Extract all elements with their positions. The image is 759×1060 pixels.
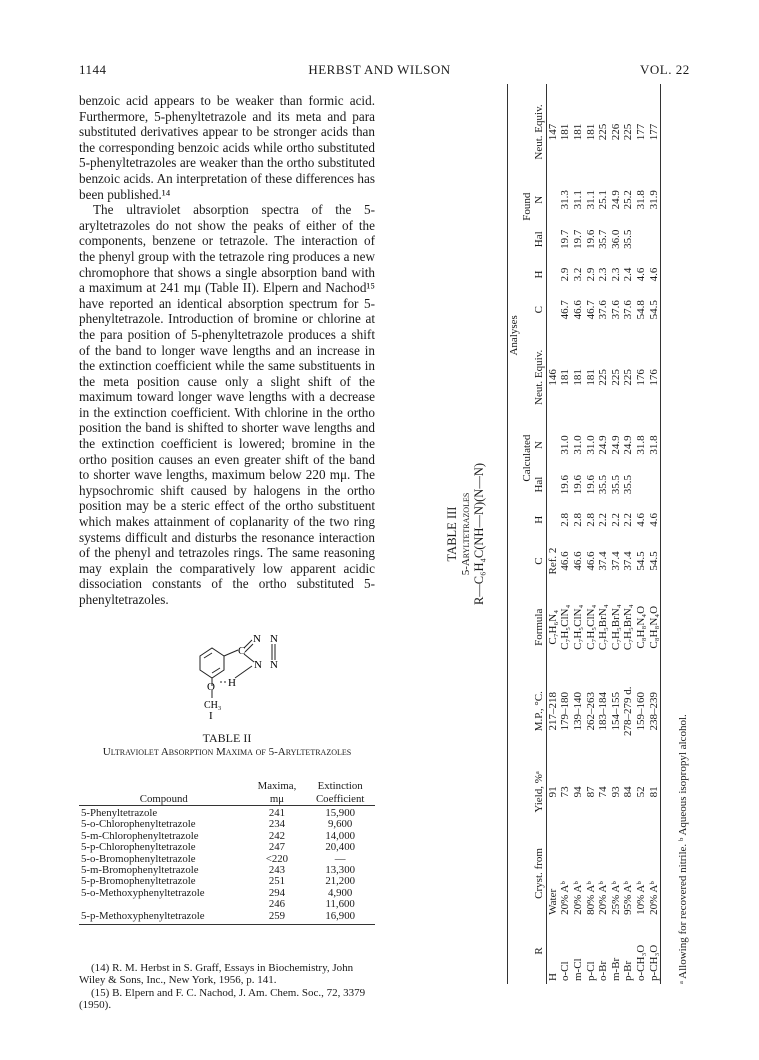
table-cell: 20% Aᵇ [559,881,572,915]
table-cell: p-Br [622,960,635,981]
reference-15: (15) B. Elpern and F. C. Nachod, J. Am. Chem. Soc., 72, 3379 (1950). [79,986,366,1011]
table-cell: 35.5 [597,474,610,495]
table-cell [648,465,661,505]
table-cell: 4.6 [648,504,661,535]
table-cell: 176 [648,329,661,425]
t3-found: Found [520,192,533,221]
table-cell: 73 [559,786,572,798]
table-cell: C₇H₅BrN₄ [622,604,635,651]
table-cell: 19.7 [571,229,584,249]
table-cell: 74 [597,786,610,798]
table3 [507,84,661,984]
table-row [559,84,572,984]
table-cell: 154–155 [609,691,622,731]
table-cell: 2.2 [622,512,635,527]
table-cell: 2.9 [584,267,597,282]
table-cell: C₇H₅ClN₄ [559,604,572,650]
table-cell [546,180,559,220]
table-cell: 31.1 [571,190,584,210]
table-cell: 225 [597,123,610,141]
table-cell: 31.8 [648,425,661,465]
extinction-cell: 9,600 [328,818,353,831]
table-cell: 2.3 [597,267,610,282]
table-cell: 2.8 [571,512,584,527]
table-cell [546,465,559,505]
atom-h: H [228,677,236,689]
table-cell: 37.6 [622,300,635,320]
table-cell: o-CH₃O [634,944,647,981]
table-cell: C₇H₅BrN₄ [597,604,610,651]
table-cell: 37.4 [597,551,610,571]
table-cell: 54.5 [634,551,647,571]
table-cell: 46.7 [559,300,572,320]
t2-head-compound: Compound [79,793,249,806]
table-cell: 31.8 [634,190,647,210]
compound-cell: 5-o-Bromophenyltetrazole [81,852,196,865]
table-cell: 225 [597,369,610,386]
t3-calculated: Calculated [520,434,533,482]
table-cell: C₇H₅BrN₄ [609,604,622,651]
table-cell: 4.6 [648,259,661,290]
table3-header-row [521,84,534,984]
table-cell: 24.9 [622,435,635,455]
table-cell: 46.6 [584,551,597,571]
table-cell: 278–279 d. [622,686,635,736]
table-cell: 146 [546,369,559,386]
running-title: HERBST AND WILSON [308,62,451,77]
table-cell: 35.7 [597,229,610,249]
table-cell [546,425,559,465]
maxima-cell: 259 [249,911,306,925]
table3-footnote: ᵃ Allowing for recovered nitrile. ᵇ Aqueous isopropyl alcohol. [677,714,689,984]
table-cell: 37.4 [609,551,622,571]
atom-c: C [238,645,246,657]
table-cell: 46.7 [584,300,597,320]
table-cell: 37.4 [622,551,635,571]
table-cell: 54.5 [648,290,661,330]
compound-cell: 5-p-Bromophenyltetrazole [81,875,196,888]
table-cell: 93 [609,786,622,798]
table-cell: 177 [648,84,661,180]
table-cell: 183–184 [597,691,610,731]
table2-subtitle: Ultraviolet Absorption Maxima of 5-Aryltetrazoles [102,746,352,758]
table-row [597,84,610,984]
table-cell: 2.4 [622,267,635,282]
table-cell: 37.6 [597,300,610,320]
table-cell: 139–140 [571,691,584,731]
table-cell: 2.2 [597,512,610,527]
t3-column-header: Formula [533,587,546,668]
table-cell [546,219,559,259]
table-cell: 54.5 [648,535,661,587]
atom-n2: N [270,633,278,645]
t3-column-header: H [533,504,546,535]
table-cell: 225 [622,369,635,386]
t2-head-ext2: Coefficient [305,793,375,806]
table-cell: 2.3 [609,267,622,282]
extinction-cell: 15,900 [325,807,356,819]
table-cell: 91 [546,786,559,798]
atom-n4: N [270,659,278,671]
table-cell [635,465,648,505]
table-cell: 24.9 [609,190,622,210]
t3-column-header: Hal [533,465,546,505]
table-cell: 36.0 [609,229,622,249]
table-cell: 31.0 [559,435,572,455]
table-cell: 31.0 [584,435,597,455]
table-cell: C₇H₅ClN₄ [584,604,597,650]
table3-formula: R—C₆H₄C(NH—N)(N—N) [472,462,486,606]
table-cell: m-Cl [571,958,584,981]
t3-column-header: Neut. Equiv. [533,329,546,425]
table-cell: 35.5 [622,474,635,495]
table-cell: 31.0 [571,435,584,455]
table-cell [648,219,661,259]
table-cell: 19.6 [584,474,597,495]
maxima-cell: 251 [268,875,286,888]
page-number: 1144 [79,62,107,77]
t2-head-ext1: Extinction [317,780,363,792]
table-cell: 225 [609,369,622,386]
t3-column-header: M.P., °C. [533,668,546,755]
table-cell: 31.9 [648,180,661,220]
table-row [635,84,648,984]
table-row [79,806,375,820]
maxima-cell: 243 [268,864,286,877]
table-cell: 31.3 [559,190,572,210]
table-cell: o-Br [597,960,610,981]
table2-header-row [79,780,375,793]
body-text [79,93,375,608]
table-cell: 181 [584,123,597,141]
table3-header-row [533,84,546,984]
compound-label: I [209,710,213,720]
table-cell: 25.2 [622,190,635,210]
extinction-cell: 14,000 [325,829,356,842]
table-cell [546,504,559,535]
table-row [610,84,623,984]
table-cell: 31.8 [634,435,647,455]
compound-cell: 5-p-Methoxyphenyltetrazole [79,911,249,925]
t3-analyses: Analyses [508,84,521,587]
table-cell: 3.2 [571,267,584,282]
t3-column-header: H [533,259,546,290]
table-cell: 19.6 [559,474,572,495]
table-row [79,842,375,853]
table3-title: TABLE III [445,506,459,562]
t3-column-header: C [533,290,546,330]
table-cell: 217–218 [546,691,559,731]
table-cell [546,290,559,330]
table-cell: 181 [559,369,572,386]
t3-column-header: N [533,425,546,465]
extinction-cell: 16,900 [305,911,375,925]
extinction-cell: 11,600 [325,898,355,911]
table-cell: 2.9 [559,267,572,282]
table3-caption [445,84,487,984]
table-cell: C₈H₈N₄O [648,587,661,668]
table3-subtitle: 5-Aryltetrazoles [460,492,472,576]
t2-head-maxima: Maxima, [257,780,297,792]
table-cell: C₇H₆N₄ [546,609,559,645]
table-cell: 46.6 [571,551,584,571]
compound-cell: 5-m-Bromophenyltetrazole [81,864,199,877]
methyl-group: CH₃ [204,700,222,711]
table-cell: Water [546,888,559,915]
table-cell: 87 [584,786,597,798]
t3-column-header: Neut. Equiv. [533,84,546,180]
table-row [585,84,598,984]
table-cell: 95% Aᵇ [622,881,635,915]
t2-head-mu: mμ [249,793,306,806]
table-cell: 4.6 [634,267,647,282]
compound-cell [79,899,249,910]
maxima-cell: 294 [268,886,286,899]
extinction-cell: — [334,852,346,865]
table-cell: 147 [546,123,559,141]
table-cell: 225 [622,123,635,141]
table-cell: 84 [622,786,635,798]
table-cell: 2.2 [609,512,622,527]
table-cell: p-CH₃O [648,918,661,984]
maxima-cell: <220 [265,852,289,865]
extinction-cell: 21,200 [325,875,356,888]
table-cell: 181 [571,369,584,386]
atom-n1: N [253,633,261,645]
table-cell: 10% Aᵇ [634,881,647,915]
table-row [79,899,375,910]
table-cell: 177 [634,123,647,141]
references [79,962,375,1011]
table-cell: 37.6 [609,300,622,320]
table-cell: 226 [609,123,622,141]
table-cell: 19.7 [559,229,572,249]
table-cell: p-Cl [584,961,597,981]
extinction-cell: 4,900 [328,886,353,899]
table-cell: 2.8 [584,512,597,527]
table-cell: 20% Aᵇ [648,829,661,918]
table-row [648,84,661,984]
atom-o: O [207,681,215,693]
table-cell: C₈H₈N₄O [634,605,647,649]
table-cell: 4.6 [634,512,647,527]
compound-cell: 5-Phenyltetrazole [81,807,158,819]
table-cell: 24.9 [609,435,622,455]
volume-label: VOL. 22 [640,62,690,77]
table-cell: Ref. 2 [546,547,559,575]
t3-column-header: C [533,535,546,587]
maxima-cell: 242 [268,829,286,842]
paragraph-2: The ultraviolet absorption spectra of the 5-aryltetrazoles do not show the peaks of either of the components, benzene or tetrazole. The interaction of the phenyl group with the tetrazole ring produces a new chromophore that shows a single absorption band with a maximum at 241 mμ (Table II). Elpern and Nachod¹⁵ have reported an identical absorption spectrum for 5-phenyltetrazole. Introduction of bromine or chlorine at the para position of 5-phenyltetrazole produces a shift of the band to longer wave lengths and an increase in the extinction coefficient while the same substituents in the meta position cause only a slight shift of the maximum toward longer wave lengths with a decrease in the extinction coefficient. With chlorine in the ortho position the band is shifted to shorter wave lengths and the extinction coefficient is lowered; bromine in the ortho position causes an even greater shift of the band to shorter wave lengths, maximum below 220 mμ. The hypsochromic shift caused by halogens in the ortho position may be a steric effect of the ortho substituent which makes attainment of coplanarity of the two ring systems difficult and disturbs the resonance interaction of the phenyl and tetrazoles rings. The same reasoning may explain the comparatively low apparent acidic dissociation constants of the ortho substituted 5-phenyltetrazoles. [79,202,375,607]
table-cell: 46.6 [559,551,572,571]
table3-header-row [508,84,521,984]
maxima-cell: 241 [268,807,286,819]
extinction-cell: 13,300 [325,864,356,877]
table-cell: H [546,973,559,981]
paragraph-1: benzoic acid appears to be weaker than formic acid. Furthermore, 5-phenyltetrazole and its meta and para substituted derivatives appear to be stronger acids than the corresponding benzoic acids while ortho substituted 5-phenyltetrazoles are weaker than the ortho substituted benzoic acids. An interpretation of these differences has been published.¹⁴ [79,93,375,202]
table-cell: m-Br [609,957,622,981]
table3-rotated [445,84,695,984]
table-cell: 179–180 [559,691,572,731]
maxima-cell: 234 [268,818,286,831]
table-cell [635,219,648,259]
table-cell: 46.6 [571,300,584,320]
t3-column-header: N [533,180,546,220]
table-cell: 80% Aᵇ [584,881,597,915]
table-cell: 24.9 [597,435,610,455]
table-cell: 181 [571,123,584,141]
benzene-ring [200,648,224,678]
t3-column-header: R [533,918,546,984]
table-cell [546,259,559,290]
reference-14: (14) R. M. Herbst in S. Graff, Essays in Biochemistry, John Wiley & Sons, Inc., New York, 1956, p. 141. [79,962,354,987]
table-cell: C₇H₅ClN₄ [571,604,584,650]
maxima-cell: 246 [268,898,286,911]
maxima-cell: 247 [268,841,286,854]
compound-cell: 5-o-Chlorophenyltetrazole [81,818,196,831]
table-cell: 2.8 [559,512,572,527]
table-cell: 20% Aᵇ [571,881,584,915]
table-cell: 54.8 [634,300,647,320]
extinction-cell: 20,400 [325,841,356,854]
table-cell: 20% Aᵇ [597,881,610,915]
table-cell: 181 [584,369,597,386]
table-cell: 25% Aᵇ [609,881,622,915]
structure-figure-i [190,628,300,720]
t3-column-header: Yield, %ᵃ [533,755,546,829]
table-row [622,84,635,984]
compound-cell: 5-m-Chlorophenyltetrazole [81,829,199,842]
t3-column-header: Cryst. from [533,829,546,918]
table-cell: 159–160 [634,691,647,731]
table-cell: 94 [571,786,584,798]
table-cell: 81 [648,755,661,829]
table-row [572,84,585,984]
table-cell: 181 [559,123,572,141]
table-cell: 176 [634,369,647,386]
table-cell: 35.5 [622,229,635,249]
table-cell: 35.5 [609,474,622,495]
table2-header-row [79,793,375,806]
table-cell: 238–239 [648,668,661,755]
compound-cell: 5-p-Chlorophenyltetrazole [81,841,196,854]
table-row [546,84,559,984]
t3-column-header: Hal [533,219,546,259]
table2-caption [79,731,375,759]
table-cell: 262–263 [584,691,597,731]
table-cell: 25.1 [597,190,610,210]
table-cell: 31.1 [584,190,597,210]
table-cell: 52 [634,786,647,798]
atom-n3: N [254,659,262,671]
table2 [79,780,375,925]
compound-cell: 5-o-Methoxyphenyltetrazole [81,886,205,899]
table-row [79,911,375,925]
table2-title: TABLE II [202,731,252,745]
table-cell: 19.6 [571,474,584,495]
table-cell: o-Cl [559,961,572,981]
table-cell: 19.6 [584,229,597,249]
